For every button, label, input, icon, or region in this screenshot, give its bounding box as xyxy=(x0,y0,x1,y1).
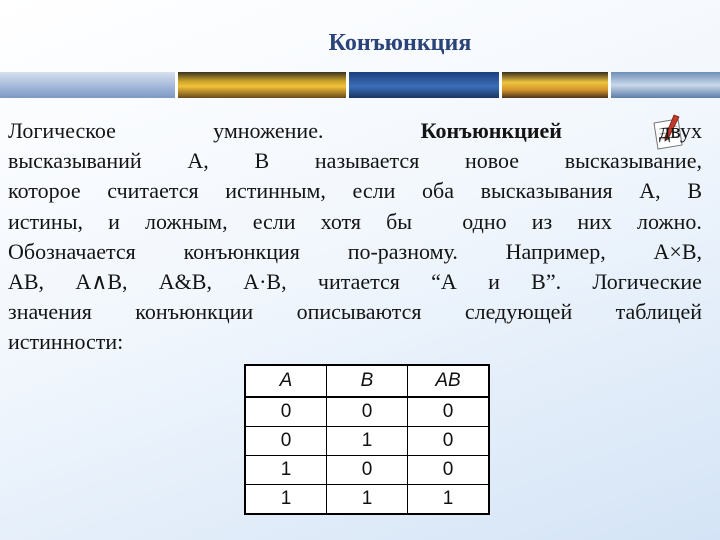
word-dvukh: двух xyxy=(659,118,702,143)
definition-paragraph xyxy=(8,116,702,358)
table-cell: 1 xyxy=(327,485,408,515)
table-row xyxy=(245,456,489,485)
paragraph-line-8: истинности: xyxy=(8,329,124,355)
header-a: A xyxy=(245,365,327,397)
paragraph-line-4: истины, и ложным, если хотя бы одно из них ложно. xyxy=(8,208,702,234)
decorative-banner xyxy=(0,72,720,98)
truth-table-header xyxy=(245,365,489,397)
table-cell: 1 xyxy=(245,485,327,515)
banner-photo-5 xyxy=(611,72,720,98)
table-cell: 0 xyxy=(327,397,408,427)
table-cell: 0 xyxy=(408,397,490,427)
table-cell: 0 xyxy=(327,456,408,485)
table-cell: 0 xyxy=(245,427,327,456)
table-row xyxy=(245,427,489,456)
header-b: B xyxy=(327,365,408,397)
table-cell: 0 xyxy=(408,427,490,456)
word-umnozhenie: умножение. xyxy=(213,118,324,143)
page-title: Конъюнкция xyxy=(328,30,472,56)
banner-photo-4 xyxy=(502,72,608,98)
paragraph-line-2: высказываний A, B называется новое высказывание, xyxy=(8,148,702,174)
table-row xyxy=(245,485,489,515)
banner-photo-3 xyxy=(349,72,499,98)
table-cell: 0 xyxy=(408,456,490,485)
banner-photo-2 xyxy=(178,72,346,98)
term-konyunktsiei: Конъюнкцией xyxy=(420,118,562,143)
truth-table xyxy=(244,364,490,515)
table-cell: 1 xyxy=(245,456,327,485)
word-logicheskoe: Логическое xyxy=(8,118,116,143)
table-row xyxy=(245,397,489,427)
table-cell: 1 xyxy=(327,427,408,456)
paragraph-line-1 xyxy=(8,116,702,146)
table-cell: 1 xyxy=(408,485,490,515)
paragraph-line-7: значения конъюнкции описываются следующей таблицей xyxy=(8,299,702,325)
paragraph-line-6: AB, A∧B, A&B, A·B, читается “A и B”. Логические xyxy=(8,268,702,294)
banner-photo-1 xyxy=(0,72,175,98)
paragraph-line-3: которое считается истинным, если оба высказывания A, B xyxy=(8,178,702,204)
paragraph-line-5: Обозначается конъюнкция по-разному. Например, A×B, xyxy=(8,238,702,264)
header-ab: AB xyxy=(408,365,490,397)
table-cell: 0 xyxy=(245,397,327,427)
